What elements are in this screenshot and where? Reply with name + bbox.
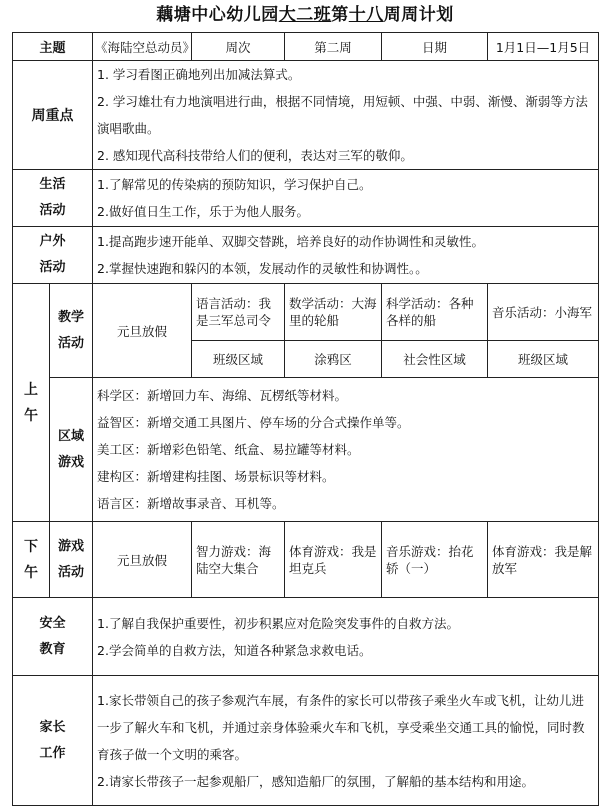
theme-value [93, 33, 196, 61]
life-row [13, 170, 599, 227]
life-label [13, 170, 93, 227]
outdoor-label [13, 227, 93, 284]
safety-line: 2.学会简单的自救方法，知道各种紧急求救电话。 [97, 642, 372, 658]
morning-label-2: 午 [24, 407, 38, 424]
afternoon-games-label-1: 游戏 [58, 538, 85, 554]
safety-label [13, 598, 93, 676]
safety-label-2: 教育 [39, 641, 66, 657]
title-middle: 第 [331, 5, 349, 25]
teaching-item: 数学活动：大海里的轮船 [285, 284, 382, 341]
parents-label [13, 676, 93, 806]
teaching-label-2: 活动 [58, 335, 85, 351]
afternoon-game-item: 音乐游戏：抬花轿（一） [382, 522, 488, 598]
week-value: 第二周 [285, 33, 382, 61]
area-games-line: 益智区：新增交通工具图片、停车场的分合式操作单等。 [97, 415, 410, 430]
teaching-item: 科学活动：各种各样的船 [382, 284, 488, 341]
outdoor-content [93, 227, 599, 284]
afternoon-holiday: 元旦放假 [93, 522, 192, 598]
area-games-content [93, 378, 599, 522]
area-name: 涂鸦区 [285, 341, 382, 378]
life-line: 2.做好值日生工作，乐于为他人服务。 [97, 204, 309, 219]
title-suffix: 周周计划 [383, 5, 454, 25]
morning-label [13, 284, 50, 522]
area-games-row [13, 378, 599, 522]
outdoor-line: 1.提高跑步速开能单、双脚交替跳，培养良好的动作协调性和灵敏性。 [97, 234, 484, 249]
area-games-line: 科学区：新增回力车、海绵、瓦楞纸等材料。 [97, 388, 348, 403]
parents-row [13, 676, 599, 806]
theme-value-text: 《海陆空总动员》 [95, 39, 196, 55]
title-week-number: 十八 [348, 5, 384, 25]
afternoon-row [13, 522, 599, 598]
teaching-label-1: 教学 [58, 309, 85, 325]
focus-line: 2. 感知现代高科技带给人们的便利，表达对三军的敬仰。 [97, 148, 413, 163]
outdoor-line: 2.掌握快速跑和躲闪的本领，发展动作的灵敏性和协调性。。 [97, 261, 428, 276]
afternoon-games-label-2: 活动 [58, 564, 85, 580]
life-line: 1.了解常见的传染病的预防知识，学习保护自己。 [97, 177, 372, 192]
area-games-line: 建构区：新增建构挂图、场景标识等材料。 [97, 469, 335, 484]
teaching-label [50, 284, 93, 378]
week-label: 周次 [192, 33, 285, 61]
weekly-plan-table [12, 32, 599, 806]
teaching-holiday: 元旦放假 [93, 284, 192, 378]
parents-line: 1.家长带领自己的孩子参观汽车展，有条件的家长可以带孩子乘坐火车或飞机，让幼儿进一步了解火车和飞机，并通过亲身体验乘火车和飞机，享受乘坐交通工具的愉悦，同时教育孩子做一个文明的乘客。 [97, 692, 585, 762]
outdoor-label-1: 户外 [39, 234, 66, 249]
morning-label-1: 上 [24, 381, 38, 398]
area-name: 班级区域 [192, 341, 285, 378]
title-class: 大二班 [278, 5, 332, 25]
parents-line: 2.请家长带孩子一起参观船厂，感知造船厂的氛围，了解船的基本结构和用途。 [97, 773, 534, 789]
afternoon-game-item: 智力游戏：海陆空大集合 [192, 522, 285, 598]
parents-content [93, 676, 599, 806]
life-label-1: 生活 [39, 177, 66, 192]
area-name: 班级区域 [488, 341, 599, 378]
header-row [13, 33, 599, 61]
parents-label-2: 工作 [39, 745, 66, 761]
afternoon-games-label [50, 522, 93, 598]
theme-label: 主题 [13, 33, 93, 61]
focus-line: 2. 学习雄壮有力地演唱进行曲，根据不同情境，用短顿、中强、中弱、渐慢、渐弱等方法演唱歌曲。 [97, 94, 588, 136]
parents-label-1: 家长 [39, 719, 66, 735]
afternoon-label [13, 522, 50, 598]
outdoor-label-2: 活动 [39, 260, 66, 275]
focus-line: 1. 学习看图正确地列出加减法算式。 [97, 67, 301, 82]
afternoon-label-2: 午 [24, 564, 38, 581]
area-name: 社会性区域 [382, 341, 488, 378]
focus-row [13, 61, 599, 170]
life-content [93, 170, 599, 227]
safety-row [13, 598, 599, 676]
safety-label-1: 安全 [39, 615, 66, 631]
area-games-label-1: 区域 [58, 428, 85, 444]
date-label: 日期 [382, 33, 488, 61]
date-value: 1月1日—1月5日 [488, 33, 599, 61]
title-school: 藕塘中心幼儿园 [156, 5, 279, 25]
teaching-item: 语言活动：我是三军总司令 [192, 284, 285, 341]
life-label-2: 活动 [39, 203, 66, 218]
focus-label: 周重点 [13, 61, 93, 170]
morning-teaching-row [13, 284, 599, 341]
area-games-line: 美工区：新增彩色铅笔、纸盒、易拉罐等材料。 [97, 442, 360, 457]
afternoon-game-item: 体育游戏：我是坦克兵 [285, 522, 382, 598]
focus-content [93, 61, 599, 170]
area-games-line: 语言区：新增故事录音、耳机等。 [97, 496, 285, 511]
safety-content [93, 598, 599, 676]
afternoon-label-1: 下 [24, 538, 38, 555]
area-games-label-2: 游戏 [58, 454, 85, 470]
area-games-label [50, 378, 93, 522]
safety-line: 1.了解自我保护重要性，初步积累应对危险突发事件的自救方法。 [97, 615, 459, 631]
outdoor-row [13, 227, 599, 284]
afternoon-game-item: 体育游戏：我是解放军 [488, 522, 599, 598]
teaching-item: 音乐活动：小海军 [488, 284, 599, 341]
page-title [0, 2, 610, 28]
